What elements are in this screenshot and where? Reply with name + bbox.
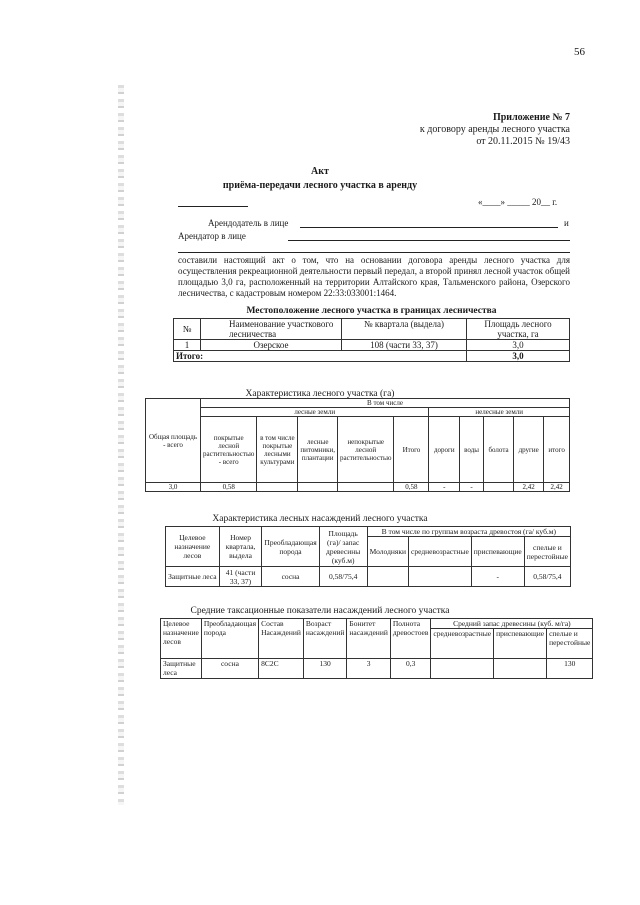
page-number: 56	[574, 46, 585, 58]
cell-quarter: 41 (части 33, 37)	[219, 567, 262, 587]
header-quarter: № квартала (выдела)	[342, 319, 467, 340]
header-quarter: Номер квартала, выдела	[219, 527, 262, 567]
header-middle-aged: средневозрастные	[431, 629, 494, 659]
value-cell: 2,42	[514, 483, 544, 492]
act-date: «____» _____ 20__ г.	[478, 197, 558, 207]
header-composition: Состав Насаждений	[259, 619, 304, 659]
header-age-groups: В том числе по группам возраста древостоя (га/ куб.м)	[367, 527, 570, 537]
cell-middle-aged	[431, 659, 494, 679]
value-cell	[338, 483, 394, 492]
value-cell: -	[460, 483, 484, 492]
value-cell	[257, 483, 298, 492]
header-purpose: Целевое назначение лесов	[166, 527, 220, 567]
act-subtitle: приёма-передачи лесного участка в аренду	[222, 180, 418, 191]
header-nonforest-lands: нелесные земли	[429, 408, 570, 417]
header-purpose: Целевое назначение лесов	[161, 619, 202, 659]
header-forestry: Наименование участкового лесничества	[201, 319, 342, 340]
header-area: Площадь лесного участка, га	[467, 319, 570, 340]
col-waters: воды	[460, 417, 484, 483]
cell-bonitet: 3	[347, 659, 390, 679]
appendix-line2: от 20.11.2015 № 19/43	[476, 136, 570, 147]
header-bonitet: Бонитет насаждений	[347, 619, 390, 659]
header-species: Преобладающая порода	[262, 527, 319, 567]
cell-species: сосна	[262, 567, 319, 587]
col-swamps: болота	[483, 417, 513, 483]
col-cultures: в том числе покрытые лесными культурами	[257, 417, 298, 483]
cell-area: 3,0	[467, 340, 570, 351]
cell-area: 0,58/75,4	[319, 567, 367, 587]
cell-species: сосна	[201, 659, 258, 679]
taxation-table	[160, 618, 593, 679]
header-middle-aged: средневозрастные	[409, 537, 472, 567]
lessor-end: и	[564, 218, 569, 228]
header-mature: спелые и перестойные	[524, 537, 570, 567]
header-total-area: Общая площадь - всего	[146, 399, 201, 483]
location-table-title: Местоположение лесного участка в границах лесничества	[246, 306, 497, 316]
char-table-title: Характеристика лесного участка (га)	[245, 389, 395, 399]
cell-number: 1	[174, 340, 201, 351]
act-label: Акт	[311, 166, 329, 177]
header-incl: В том числе	[201, 399, 570, 408]
col-total-forest: Итого	[394, 417, 429, 483]
lessor-blank	[300, 227, 558, 228]
location-table	[173, 318, 570, 362]
col-total-nonforest: итого	[544, 417, 570, 483]
appendix-line1: к договору аренды лесного участка	[419, 124, 570, 135]
header-maturing: приспевающие	[471, 537, 524, 567]
header-maturing: приспевающие	[494, 629, 547, 659]
tenant-blank	[288, 240, 570, 241]
lessor-text: Арендодатель в лице	[208, 218, 289, 228]
appendix-title: Приложение № 7	[492, 112, 570, 123]
cell-purpose: Защитные леса	[161, 659, 202, 679]
extra-blank	[178, 252, 570, 253]
header-species: Преобладающая порода	[201, 619, 258, 659]
tax-table-title: Средние таксационные показатели насаждений лесного участка	[190, 606, 450, 616]
col-roads: дороги	[429, 417, 460, 483]
cell-composition: 8С2С	[259, 659, 304, 679]
cell-middle-aged	[409, 567, 472, 587]
header-mature: спелые и перестойные	[547, 629, 593, 659]
cell-maturing: -	[471, 567, 524, 587]
col-other: другие	[514, 417, 544, 483]
header-young: Молодняки	[367, 537, 408, 567]
value-cell	[483, 483, 513, 492]
act-paragraph: составили настоящий акт о том, что на основании договора аренды лесного участка для осуществления рекреационной деятельности первый передал, а второй принял лесной участок общей площадью 3,0 га, расположенный на территории Алтайского края, Тальменского района, Озерского лесничества, с кадастровым номером 22:33:033001:1464.	[178, 255, 570, 298]
cell-young	[367, 567, 408, 587]
total-value: 3,0	[467, 351, 570, 362]
col-nurseries: лесные питомники, плантации	[298, 417, 338, 483]
cell-age: 130	[303, 659, 346, 679]
table-row	[146, 483, 570, 492]
table-row	[161, 659, 593, 679]
appendix-header	[420, 112, 570, 148]
col-uncovered: непокрытые лесной растительностью	[338, 417, 394, 483]
table-row	[166, 567, 571, 587]
table-header-row	[174, 319, 570, 340]
cell-purpose: Защитные леса	[166, 567, 220, 587]
header-density: Полнота древостоев	[390, 619, 431, 659]
value-cell: 0,58	[394, 483, 429, 492]
header-area-stock: Площадь (га)/ запас древесины (куб.м)	[319, 527, 367, 567]
cell-quarter: 108 (части 33, 37)	[342, 340, 467, 351]
tenant-text: Арендатор в лице	[178, 231, 246, 241]
value-cell: 0,58	[201, 483, 257, 492]
header-number: №	[174, 319, 201, 340]
col-covered: покрытые лесной растительностью - всего	[201, 417, 257, 483]
value-cell: -	[429, 483, 460, 492]
header-age: Возраст насаждений	[303, 619, 346, 659]
table-row	[174, 340, 570, 351]
plantation-table-title: Характеристика лесных насаждений лесного участка	[212, 514, 428, 524]
value-cell	[298, 483, 338, 492]
cell-maturing	[494, 659, 547, 679]
plantation-table	[165, 526, 571, 587]
scan-edge-artifact	[118, 85, 124, 805]
characteristics-table	[145, 398, 570, 492]
cell-forestry: Озерское	[201, 340, 342, 351]
table-total-row	[174, 351, 570, 362]
value-cell: 3,0	[146, 483, 201, 492]
cell-mature: 0,58/75,4	[524, 567, 570, 587]
header-stock: Средний запас древесины (куб. м/га)	[431, 619, 593, 629]
cell-mature: 130	[547, 659, 593, 679]
header-forest-lands: лесные земли	[201, 408, 429, 417]
total-label: Итого:	[174, 351, 467, 362]
cell-density: 0,3	[390, 659, 431, 679]
place-blank	[178, 206, 248, 207]
value-cell: 2,42	[544, 483, 570, 492]
